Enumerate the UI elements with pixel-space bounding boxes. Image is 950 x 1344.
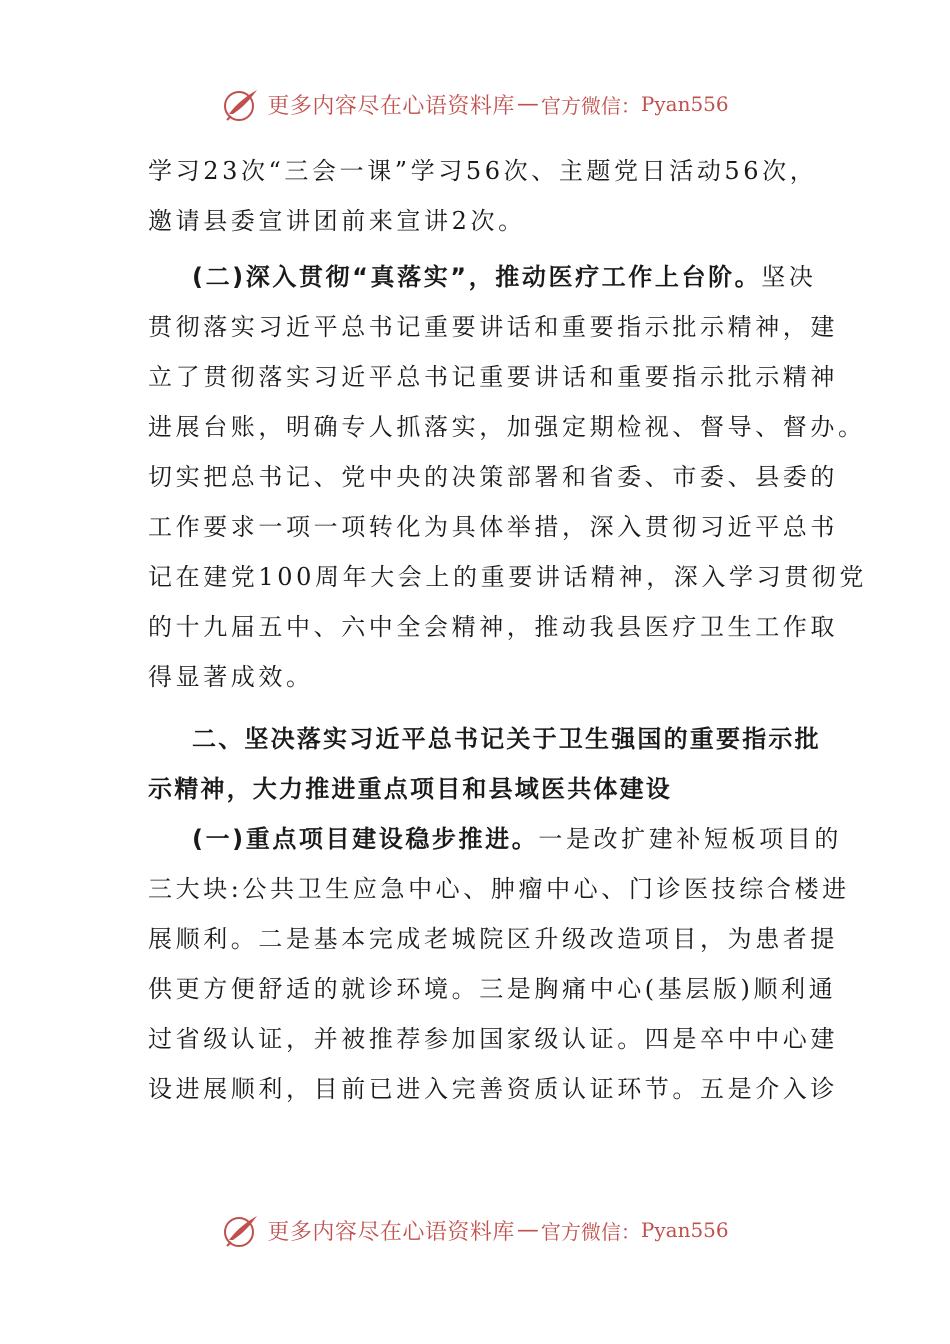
text-line: 供更方便舒适的就诊环境。三是胸痛中心(基层版)顺利通	[148, 975, 837, 1003]
paragraph-3	[148, 814, 850, 1114]
text-line: 工作要求一项一项转化为具体举措，深入贯彻习近平总书	[148, 513, 838, 541]
document-body	[148, 146, 868, 1114]
section-subheading: (一)重点项目建设稳步推进。	[192, 825, 539, 853]
heading-line: 二、坚决落实习近平总书记关于卫生强国的重要指示批	[192, 725, 821, 753]
watermark-dash: —	[516, 1217, 539, 1243]
section-heading-2	[148, 714, 821, 814]
text-line: 记在建党100周年大会上的重要讲话精神，深入学习贯彻党	[148, 563, 868, 591]
text-line: 学习23次“三会一课”学习56次、主题党日活动56次，	[148, 157, 818, 185]
text-line: 过省级认证，并被推荐参加国家级认证。四是卒中中心建	[148, 1025, 838, 1053]
watermark-site-text: 更多内容尽在心语资料库	[267, 1219, 515, 1245]
text-span: 坚决	[761, 263, 817, 291]
text-line: 邀请县委宣讲团前来宣讲2次。	[148, 207, 526, 235]
text-line: 进展台账，明确专人抓落实，加强定期检视、督导、督办。	[148, 413, 866, 441]
paragraph-lead-line	[148, 814, 842, 864]
text-line: 贯彻落实习近平总书记重要讲话和重要指示批示精神，建	[148, 313, 838, 341]
paragraph-2	[148, 252, 868, 702]
watermark-contact-label: 官方微信：	[540, 1219, 641, 1244]
section-subheading: (二)深入贯彻“真落实”，推动医疗工作上台阶。	[192, 263, 762, 291]
heading-line: 示精神，大力推进重点项目和县域医共体建设	[148, 775, 672, 803]
paragraph-1	[148, 146, 818, 246]
quill-pen-logo-icon	[221, 84, 261, 124]
text-line: 切实把总书记、党中央的决策部署和省委、市委、县委的	[148, 463, 838, 491]
watermark-contact-value: Pyan556	[640, 1218, 729, 1242]
watermark-contact-label: 官方微信：	[540, 93, 641, 118]
watermark-site-text: 更多内容尽在心语资料库	[267, 93, 515, 119]
watermark-contact-value: Pyan556	[640, 92, 729, 116]
text-span: 一是改扩建补短板项目的	[538, 825, 842, 853]
header-watermark-banner	[0, 80, 950, 128]
text-line: 立了贯彻落实习近平总书记重要讲话和重要指示批示精神	[148, 363, 838, 391]
watermark-dash: —	[516, 91, 539, 117]
quill-pen-logo-icon	[221, 1210, 261, 1250]
footer-watermark-banner	[0, 1206, 950, 1254]
text-line: 三大块:公共卫生应急中心、肿瘤中心、门诊医技综合楼进	[148, 875, 850, 903]
text-line: 设进展顺利，目前已进入完善资质认证环节。五是介入诊	[148, 1075, 838, 1103]
text-line: 的十九届五中、六中全会精神，推动我县医疗卫生工作取	[148, 613, 838, 641]
text-line: 得显著成效。	[148, 663, 314, 691]
text-line: 展顺利。二是基本完成老城院区升级改造项目，为患者提	[148, 925, 838, 953]
paragraph-lead-line	[148, 252, 817, 302]
